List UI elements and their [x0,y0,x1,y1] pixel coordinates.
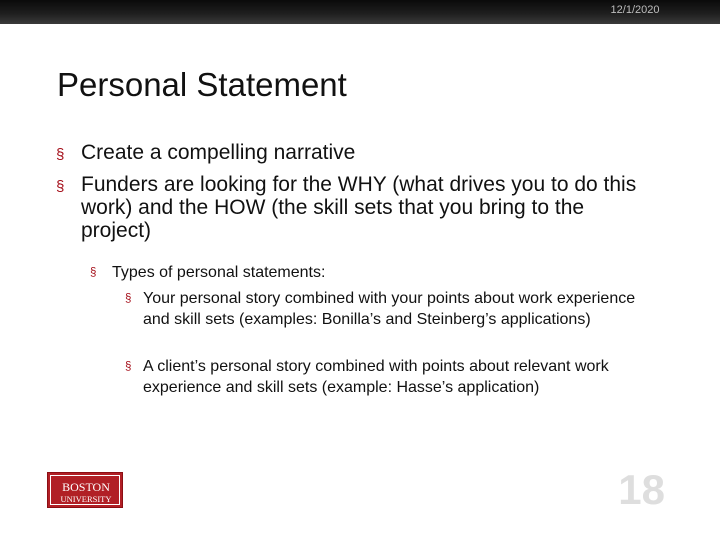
sub-bullet-text: Types of personal statements: [112,264,326,281]
boston-university-logo [47,472,123,508]
logo-line2: UNIVERSITY [60,494,112,504]
sub-sub-bullet-item [125,356,645,398]
sub-bullet-item [90,263,650,282]
bullet-text: Funders are looking for the WHY (what drives you to do this work) and the HOW (the skill sets that you bring to the project) [81,173,637,242]
logo-wordmark [48,473,124,509]
slide-date: 12/1/2020 [610,4,660,16]
bullet-marker-icon: § [125,361,132,373]
sub-sub-bullet-item [125,288,645,330]
sub-sub-bullet-text: Your personal story combined with your points about work experience and skill sets (examples: Bonilla’s and Steinberg’s applications) [143,290,636,328]
bullet-marker-icon: § [125,293,132,305]
bullet-item [56,173,656,242]
slide-title: Personal Statement [57,66,347,103]
sub-sub-bullet-text: A client’s personal story combined with points about relevant work experience and skill sets (example: Hasse’s application) [143,358,609,396]
page-number: 18 [618,466,665,513]
bullet-marker-icon: § [56,178,65,195]
logo-line1: BOSTON [62,480,110,494]
bullet-text: Create a compelling narrative [81,141,356,164]
bullet-marker-icon: § [90,267,97,279]
bullet-item [56,141,656,164]
bullet-marker-icon: § [56,146,65,163]
